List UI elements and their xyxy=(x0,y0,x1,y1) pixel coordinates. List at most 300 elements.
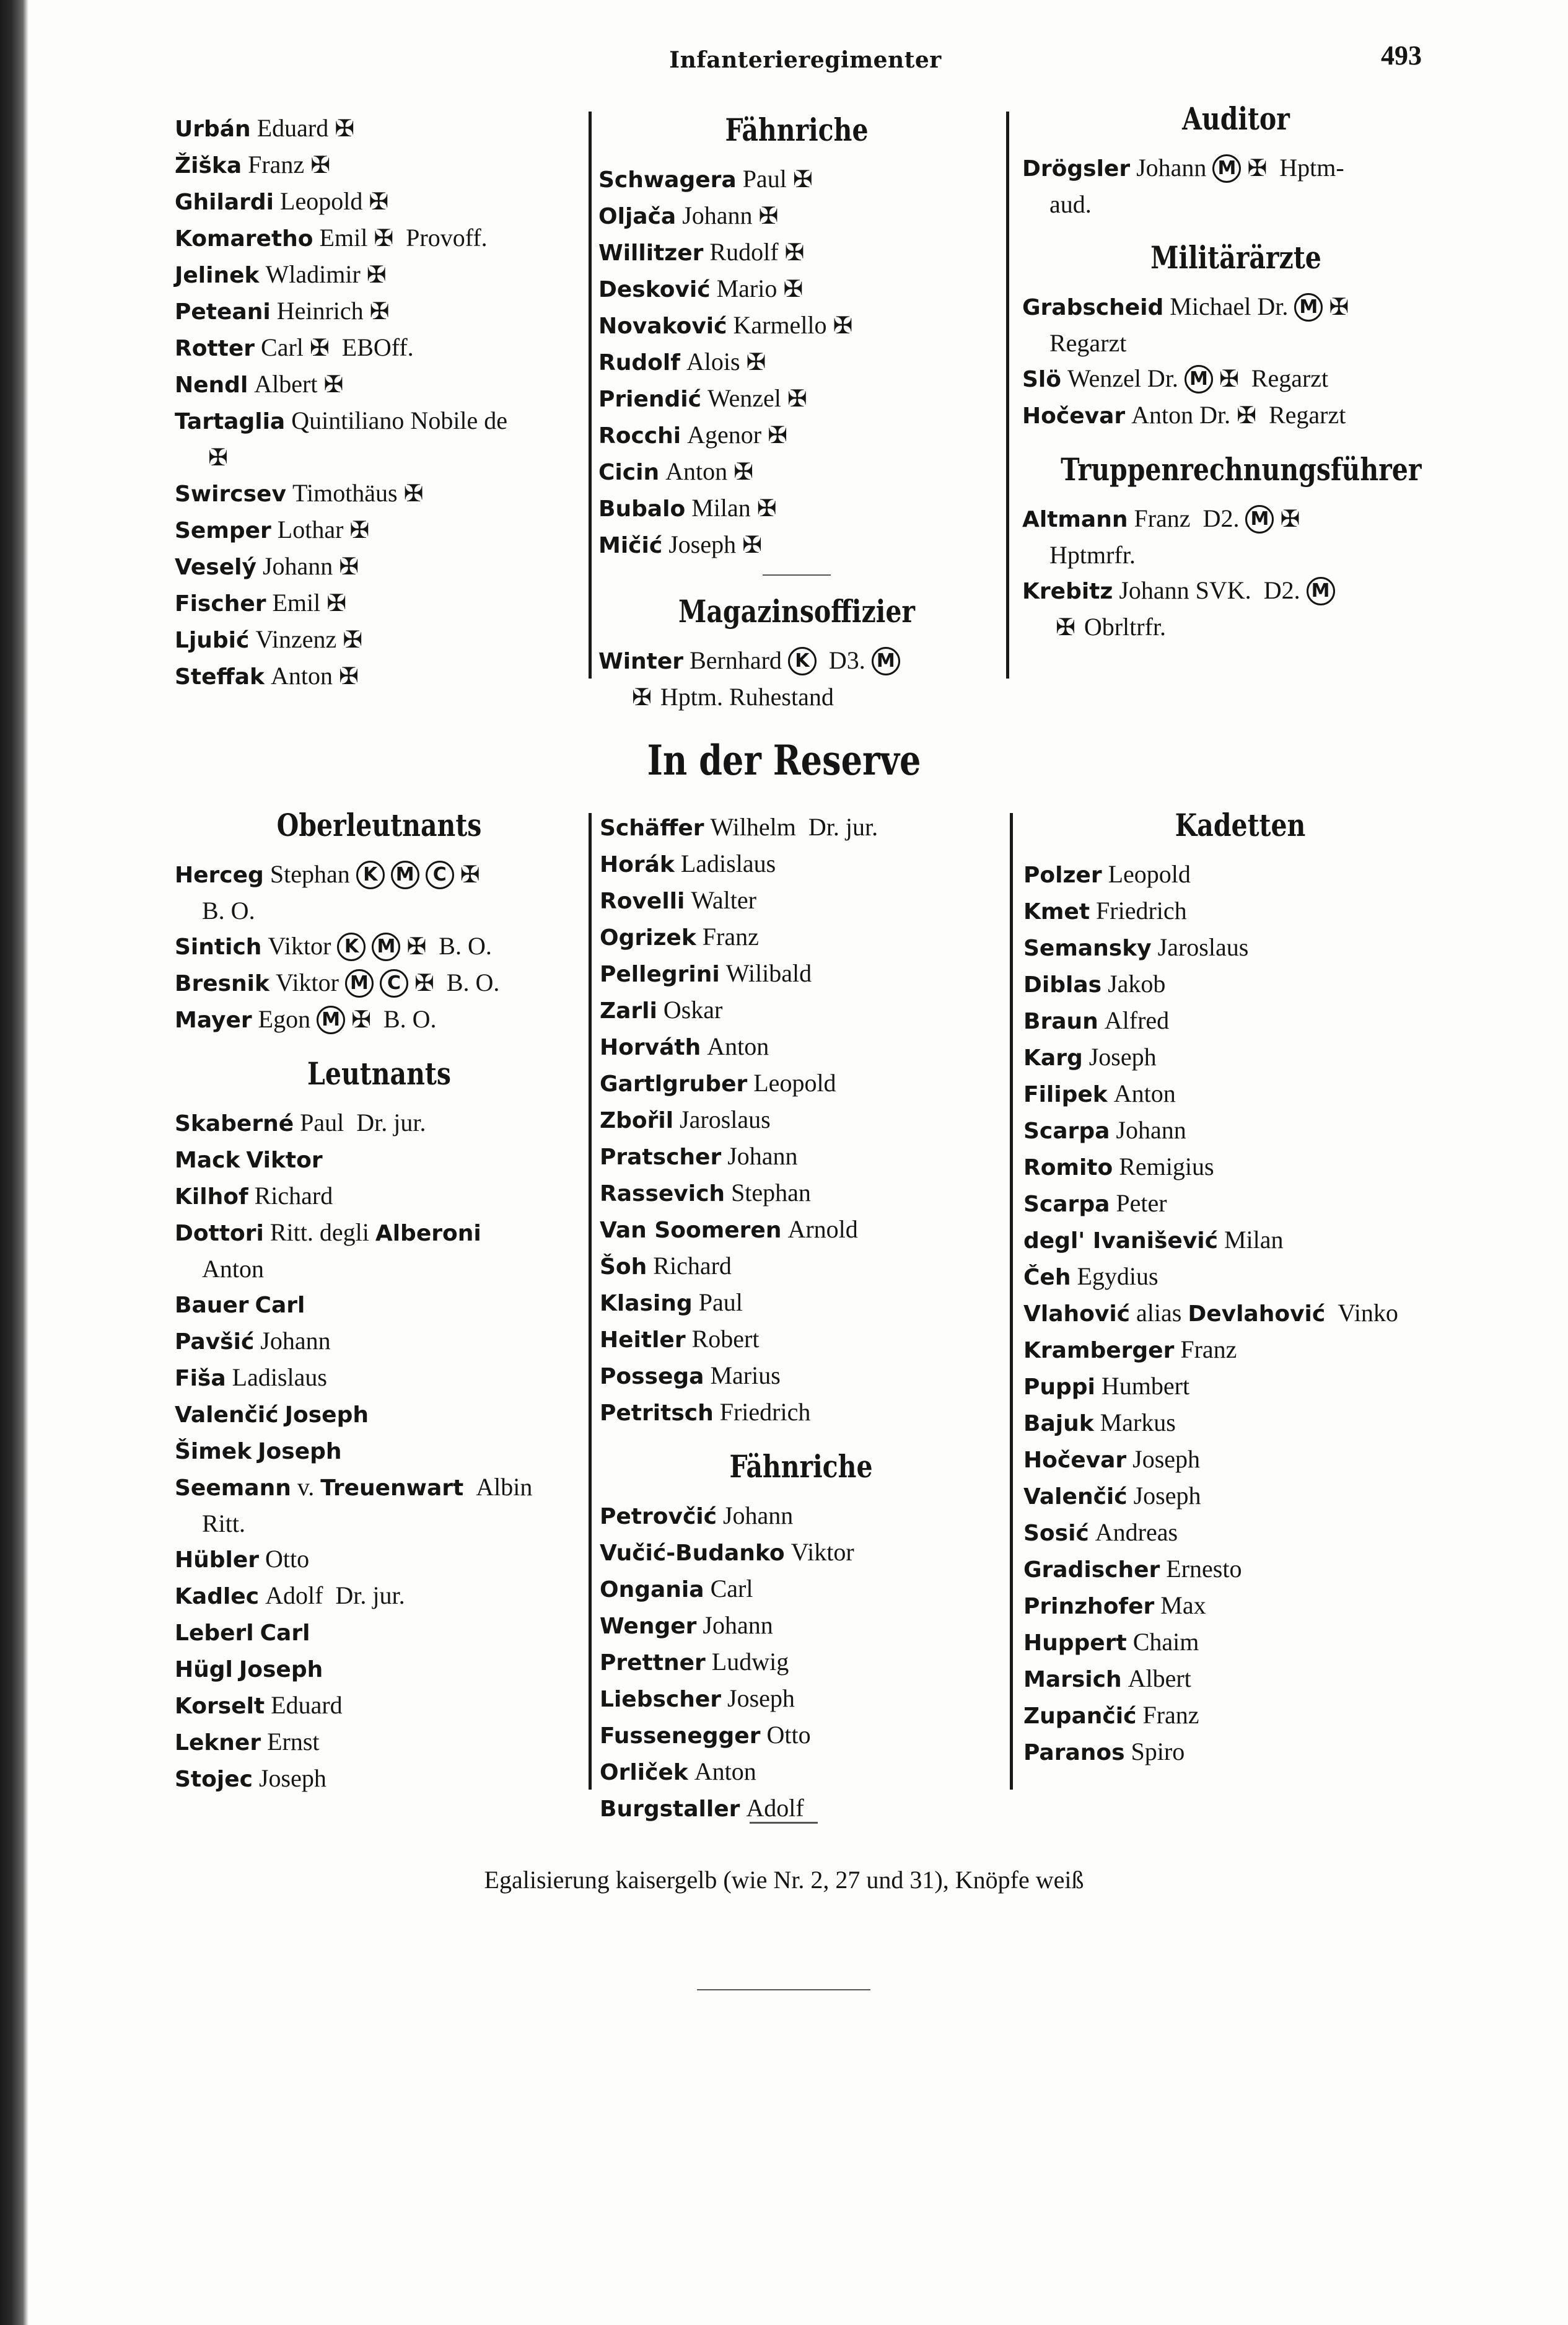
given-name: Joseph xyxy=(1088,1043,1157,1071)
roster-entry xyxy=(600,1029,1002,1065)
surname: Schäffer xyxy=(600,815,704,841)
surname: Petritsch xyxy=(600,1400,714,1426)
surname: Fischer xyxy=(175,591,266,617)
given-name: Michael Dr. xyxy=(1170,292,1289,320)
given-name: Richard xyxy=(653,1252,732,1280)
given-name: Ladislaus xyxy=(232,1363,327,1391)
roster-entry xyxy=(1023,1734,1457,1770)
roster-entry xyxy=(600,809,1002,846)
cross-icon: ✠ xyxy=(323,371,344,398)
given-name: Timothäus xyxy=(292,479,398,507)
surname: Kadlec xyxy=(175,1584,260,1609)
continuation-text: Hptmrfr. xyxy=(1049,541,1136,569)
cross-icon: ✠ xyxy=(369,188,389,215)
rank-note: Albin xyxy=(476,1473,533,1501)
section-heading-auditor: Auditor xyxy=(1182,100,1290,137)
rank-note: Dr. jur. xyxy=(356,1109,426,1136)
surname: Kmet xyxy=(1023,899,1090,925)
roster-entry xyxy=(175,622,584,658)
given-name: Agenor xyxy=(687,421,762,449)
cross-icon: ✠ xyxy=(1056,613,1075,641)
given-name: Richard xyxy=(254,1182,333,1210)
surname: Desković xyxy=(598,277,711,302)
surname: Orliček xyxy=(600,1760,688,1785)
surname: Karg xyxy=(1023,1045,1083,1071)
entry-continuation xyxy=(1022,609,1450,645)
roster-entry xyxy=(1023,1222,1457,1259)
surname: Kramberger xyxy=(1023,1338,1175,1363)
surname: Marsich xyxy=(1023,1667,1122,1692)
roster-entry xyxy=(1022,501,1450,573)
surname: Gradischer xyxy=(1023,1557,1160,1583)
roster-entry xyxy=(1023,1149,1457,1185)
given-name: Oskar xyxy=(663,996,723,1024)
cross-icon: ✠ xyxy=(326,589,347,617)
given-name: Alfred xyxy=(1104,1006,1170,1034)
roster-entry xyxy=(1023,1588,1457,1624)
cross-icon: ✠ xyxy=(406,933,427,960)
given-name: Leopold xyxy=(753,1069,836,1097)
roster-entry xyxy=(600,1754,1002,1790)
surname: Stojec xyxy=(175,1767,253,1792)
surname: Hočevar xyxy=(1022,403,1126,429)
roster-entry xyxy=(175,1286,584,1323)
top-column-2 xyxy=(598,110,995,711)
roster-entry xyxy=(175,366,584,403)
surname: Huppert xyxy=(1023,1630,1127,1656)
cross-icon: ✠ xyxy=(742,531,762,558)
section-heading-oberleutnants: Oberleutnants xyxy=(276,807,482,843)
roster-entry xyxy=(1023,1514,1457,1551)
rank-note: D3. xyxy=(828,646,865,674)
cross-icon: ✠ xyxy=(374,224,394,252)
given-name: Arnold xyxy=(787,1215,858,1243)
surname: Wenger xyxy=(600,1614,697,1639)
surname: Swircsev xyxy=(175,481,286,507)
circle-m-icon: M xyxy=(372,933,400,961)
name-part: Alberoni xyxy=(375,1221,481,1246)
circle-k-icon: K xyxy=(337,933,366,961)
surname: Fiša xyxy=(175,1366,226,1391)
surname: Valenčić xyxy=(175,1402,279,1428)
entry-continuation xyxy=(175,1506,584,1541)
roster-entry xyxy=(1023,1478,1457,1514)
given-name: v. xyxy=(297,1473,315,1501)
roster-entry xyxy=(598,417,995,454)
surname: Šimek xyxy=(175,1439,252,1464)
given-name: Chaim xyxy=(1132,1628,1199,1656)
roster-entry xyxy=(175,1215,584,1286)
surname: Priendić xyxy=(598,387,701,412)
roster-entry xyxy=(598,271,995,307)
surname: Zarli xyxy=(600,998,657,1024)
rank-note: Dr. jur. xyxy=(335,1581,405,1609)
surname: Komaretho xyxy=(175,226,313,252)
footnote: Egalisierung kaisergelb (wie Nr. 2, 27 und 31), Knöpfe weiß xyxy=(484,1866,1084,1894)
roster-entry xyxy=(175,512,584,548)
surname: Steffak xyxy=(175,664,265,690)
given-name: Vinzenz xyxy=(255,625,337,653)
given-name: Joseph xyxy=(284,1402,369,1428)
given-name: Stephan xyxy=(269,860,350,888)
continuation-text: Hptm. Ruhestand xyxy=(660,683,834,711)
roster-entry xyxy=(1023,1076,1457,1112)
surname: Oljača xyxy=(598,204,677,229)
roster-entry xyxy=(1023,1661,1457,1697)
given-name: Milan xyxy=(1224,1226,1284,1254)
given-name: Franz xyxy=(1180,1335,1237,1363)
column-rule xyxy=(1006,112,1009,679)
given-name: Paul xyxy=(300,1109,344,1136)
roster-entry xyxy=(175,257,584,293)
surname: Altmann xyxy=(1022,507,1128,532)
given-name: Joseph xyxy=(1133,1482,1201,1510)
roster-entry xyxy=(1022,361,1450,397)
surname: Petrovčić xyxy=(600,1504,717,1529)
given-name: Otto xyxy=(766,1721,811,1749)
given-name: Wenzel Dr. xyxy=(1067,364,1178,392)
surname: Zupančić xyxy=(1023,1703,1137,1729)
surname: Mičić xyxy=(598,533,663,558)
name-part: Treuenwart xyxy=(320,1475,464,1501)
surname: Rocchi xyxy=(598,423,681,449)
cross-icon: ✠ xyxy=(734,458,753,485)
roster-entry xyxy=(1023,1295,1457,1332)
surname: Braun xyxy=(1023,1009,1098,1034)
given-name: Johann SVK. xyxy=(1119,576,1251,604)
surname: Semansky xyxy=(1023,936,1152,961)
surname: Šoh xyxy=(600,1254,647,1280)
separator-rule xyxy=(750,1822,818,1824)
given-name: Lothar xyxy=(277,516,344,543)
given-name: Paul xyxy=(742,165,787,193)
section-heading-truppenrechnungsfuehrer: Truppenrechnungsführer xyxy=(1061,451,1422,488)
given-name: Franz xyxy=(702,923,759,951)
entry-list xyxy=(175,856,584,1038)
given-name: Johann xyxy=(682,201,753,229)
roster-entry xyxy=(1023,1368,1457,1405)
surname: Bajuk xyxy=(1023,1411,1094,1436)
separator-rule xyxy=(763,574,831,576)
circle-c-icon: C xyxy=(426,861,454,889)
given-name: Anton xyxy=(1113,1079,1176,1107)
entry-list xyxy=(175,110,584,695)
roster-entry xyxy=(598,198,995,234)
roster-entry xyxy=(600,1394,1002,1431)
given-name: Ludwig xyxy=(711,1648,789,1676)
surname: Tartaglia xyxy=(175,409,286,434)
roster-entry xyxy=(598,454,995,490)
surname: Bauer xyxy=(175,1293,249,1318)
surname: Cicin xyxy=(598,460,660,485)
cross-icon: ✠ xyxy=(1247,154,1268,182)
given-name: Heinrich xyxy=(276,297,364,325)
given-name: Albert xyxy=(1128,1664,1191,1692)
surname: Peteani xyxy=(175,299,271,325)
rank-note: Regarzt xyxy=(1268,401,1346,429)
given-name: Johann xyxy=(1136,154,1207,182)
name-part: Devlahović xyxy=(1188,1301,1326,1327)
surname: Herceg xyxy=(175,863,264,888)
surname: Gartlgruber xyxy=(600,1071,748,1097)
roster-entry xyxy=(175,585,584,622)
surname: Krebitz xyxy=(1022,579,1113,604)
roster-entry xyxy=(175,965,584,1001)
given-name: Friedrich xyxy=(719,1398,811,1426)
surname: Polzer xyxy=(1023,863,1102,888)
cross-icon: ✠ xyxy=(310,151,331,178)
given-name: Mario xyxy=(716,275,777,302)
section-heading-kadetten: Kadetten xyxy=(1175,807,1306,843)
cross-icon: ✠ xyxy=(833,312,853,339)
given-name: Quintiliano Nobile de xyxy=(291,407,508,434)
given-name: Joseph xyxy=(1132,1445,1201,1473)
given-name: Eduard xyxy=(256,114,329,142)
given-name: Carl xyxy=(260,1620,310,1646)
given-name: Albert xyxy=(254,370,318,398)
roster-entry xyxy=(1023,1039,1457,1076)
entry-list xyxy=(1022,150,1450,222)
cross-icon: ✠ xyxy=(349,516,370,543)
roster-entry xyxy=(175,1001,584,1038)
cross-icon: ✠ xyxy=(758,202,779,229)
given-name: Anton xyxy=(707,1032,769,1060)
surname: Žiška xyxy=(175,153,242,178)
given-name: Marius xyxy=(710,1361,781,1389)
roster-entry xyxy=(175,1578,584,1614)
surname: Pratscher xyxy=(600,1145,722,1170)
given-name: Paul xyxy=(698,1288,743,1316)
surname: Scarpa xyxy=(1023,1119,1110,1144)
entry-list xyxy=(1023,856,1457,1770)
given-name: Viktor xyxy=(246,1148,323,1173)
surname: Korselt xyxy=(175,1694,265,1719)
surname: Possega xyxy=(600,1364,704,1389)
surname: Slö xyxy=(1022,367,1061,392)
given-name: Max xyxy=(1160,1591,1206,1619)
surname: Prinzhofer xyxy=(1023,1594,1155,1619)
surname: Urbán xyxy=(175,116,251,142)
entry-continuation xyxy=(175,439,584,475)
rank-note: B. O. xyxy=(383,1005,437,1033)
given-name: Otto xyxy=(265,1545,310,1573)
continuation-text: Anton xyxy=(202,1255,264,1283)
cross-icon: ✠ xyxy=(787,385,807,412)
given-name: Franz xyxy=(1142,1701,1199,1729)
surname: Pellegrini xyxy=(600,962,720,987)
roster-entry xyxy=(1023,1624,1457,1661)
surname: Veselý xyxy=(175,555,256,580)
roster-entry xyxy=(175,1323,584,1360)
roster-entry xyxy=(175,1651,584,1687)
surname: Sintich xyxy=(175,934,262,960)
surname: Zbořil xyxy=(600,1108,674,1133)
cross-icon: ✠ xyxy=(783,275,804,302)
given-name: Jaroslaus xyxy=(680,1105,771,1133)
surname: Bubalo xyxy=(598,496,686,522)
roster-entry xyxy=(600,1358,1002,1394)
surname: Liebscher xyxy=(600,1687,722,1712)
given-name: Leopold xyxy=(1108,860,1191,888)
rank-note: D2. xyxy=(1202,504,1240,532)
given-name: Joseph xyxy=(727,1684,795,1712)
column-rule xyxy=(589,813,592,1790)
roster-entry xyxy=(600,1571,1002,1607)
roster-entry xyxy=(598,490,995,527)
roster-entry xyxy=(1023,1441,1457,1478)
running-title: Infanterieregimenter xyxy=(669,47,942,73)
surname: Nendl xyxy=(175,372,248,398)
roster-entry xyxy=(175,856,584,928)
given-name: Johann xyxy=(262,552,333,580)
circle-m-icon: M xyxy=(872,647,900,675)
circle-m-icon: M xyxy=(1212,154,1241,183)
roster-entry xyxy=(175,475,584,512)
circle-m-icon: M xyxy=(317,1006,345,1034)
roster-entry xyxy=(1023,1697,1457,1734)
given-name: Joseph xyxy=(239,1657,323,1682)
entry-list xyxy=(600,1498,1002,1827)
given-name: Ladislaus xyxy=(680,850,776,877)
given-name: Franz xyxy=(1134,504,1191,532)
given-name: Anton Dr. xyxy=(1131,401,1231,429)
cross-icon: ✠ xyxy=(335,115,355,142)
roster-entry xyxy=(600,1248,1002,1285)
given-name: Egydius xyxy=(1077,1262,1158,1290)
surname: degl' Ivanišević xyxy=(1023,1228,1218,1254)
cross-icon: ✠ xyxy=(351,1006,371,1033)
continuation-text: Ritt. xyxy=(202,1510,246,1537)
rank-note: D2. xyxy=(1263,576,1300,604)
column-rule xyxy=(589,112,592,679)
roster-entry xyxy=(175,928,584,965)
roster-entry xyxy=(598,234,995,271)
roster-entry xyxy=(598,527,995,563)
rank-note: Dr. jur. xyxy=(808,813,878,841)
given-name: Wladimir xyxy=(265,260,361,288)
entry-list xyxy=(598,161,995,563)
rank-note: B. O. xyxy=(439,932,492,960)
given-name: Emil xyxy=(272,589,321,617)
roster-entry xyxy=(1023,1259,1457,1295)
entry-continuation xyxy=(175,893,584,928)
surname: Horák xyxy=(600,852,675,877)
entry-list xyxy=(600,809,1002,1431)
surname: Willitzer xyxy=(598,240,704,266)
cross-icon: ✠ xyxy=(403,480,424,507)
roster-entry xyxy=(175,1433,584,1469)
given-name: Joseph xyxy=(258,1439,342,1464)
surname: Hočevar xyxy=(1023,1448,1127,1473)
surname: Van Soomeren xyxy=(600,1218,782,1243)
circle-m-icon: M xyxy=(1245,505,1274,534)
roster-entry xyxy=(600,846,1002,882)
given-name: alias xyxy=(1136,1299,1182,1327)
given-name: Anton xyxy=(270,662,333,690)
cross-icon: ✠ xyxy=(784,239,805,266)
given-name: Adolf xyxy=(746,1794,804,1822)
cross-icon: ✠ xyxy=(366,261,387,288)
circle-m-icon: M xyxy=(1185,365,1213,393)
surname: Semper xyxy=(175,518,271,543)
roster-entry xyxy=(1023,856,1457,893)
given-name: Adolf xyxy=(265,1581,323,1609)
surname: Ghilardi xyxy=(175,190,274,215)
roster-entry xyxy=(1023,1185,1457,1222)
roster-entry xyxy=(600,882,1002,919)
roster-entry xyxy=(1022,150,1450,222)
cross-icon: ✠ xyxy=(414,969,434,996)
roster-entry xyxy=(175,1760,584,1797)
roster-entry xyxy=(600,1102,1002,1138)
cross-icon: ✠ xyxy=(746,348,766,376)
roster-entry xyxy=(598,380,995,417)
given-name: Egon xyxy=(258,1005,311,1033)
entry-list xyxy=(1022,501,1450,645)
entry-continuation xyxy=(598,679,995,715)
given-name: Jaroslaus xyxy=(1157,933,1249,961)
surname: Scarpa xyxy=(1023,1192,1110,1217)
given-name: Viktor xyxy=(275,969,339,996)
given-name: Humbert xyxy=(1101,1372,1190,1400)
surname: Rudolf xyxy=(598,350,680,376)
cross-icon: ✠ xyxy=(768,421,787,449)
cross-icon: ✠ xyxy=(1329,293,1349,320)
continuation-text: Regarzt xyxy=(1049,329,1127,357)
section-heading-leutnants: Leutnants xyxy=(307,1055,451,1092)
surname: Ljubić xyxy=(175,628,250,653)
given-name: Milan xyxy=(691,494,751,522)
surname: Romito xyxy=(1023,1155,1113,1180)
given-name: Leopold xyxy=(280,187,363,215)
given-name: Wilhelm xyxy=(710,813,796,841)
roster-entry xyxy=(175,1614,584,1651)
given-name: Viktor xyxy=(268,932,331,960)
roster-entry xyxy=(1022,397,1450,434)
entry-list xyxy=(598,643,995,715)
roster-entry xyxy=(600,1607,1002,1644)
given-name: Stephan xyxy=(731,1179,811,1206)
given-name: Friedrich xyxy=(1096,897,1187,925)
roster-entry xyxy=(1023,930,1457,966)
roster-entry xyxy=(1023,966,1457,1003)
surname: Schwagera xyxy=(598,167,737,193)
cross-icon: ✠ xyxy=(309,334,330,361)
given-name: Johann xyxy=(722,1501,794,1529)
circle-k-icon: K xyxy=(356,861,385,889)
circle-k-icon: K xyxy=(788,647,817,675)
given-name: Johann xyxy=(703,1611,773,1639)
surname: Horváth xyxy=(600,1035,701,1060)
surname: Vlahović xyxy=(1023,1301,1131,1327)
circle-m-icon: M xyxy=(391,861,419,889)
surname: Mayer xyxy=(175,1008,252,1033)
roster-entry xyxy=(600,1211,1002,1248)
roster-entry xyxy=(175,1541,584,1578)
roster-entry xyxy=(598,307,995,344)
surname: Drögsler xyxy=(1022,156,1131,182)
roster-entry xyxy=(598,344,995,380)
page-number: 493 xyxy=(1381,40,1422,71)
roster-entry xyxy=(175,1141,584,1178)
cross-icon: ✠ xyxy=(756,494,777,522)
entry-list xyxy=(1022,289,1450,434)
entry-list xyxy=(175,1105,584,1797)
roster-entry xyxy=(1023,1405,1457,1441)
given-name: Ernst xyxy=(267,1728,320,1756)
roster-entry xyxy=(1023,1112,1457,1149)
roster-entry xyxy=(175,1396,584,1433)
